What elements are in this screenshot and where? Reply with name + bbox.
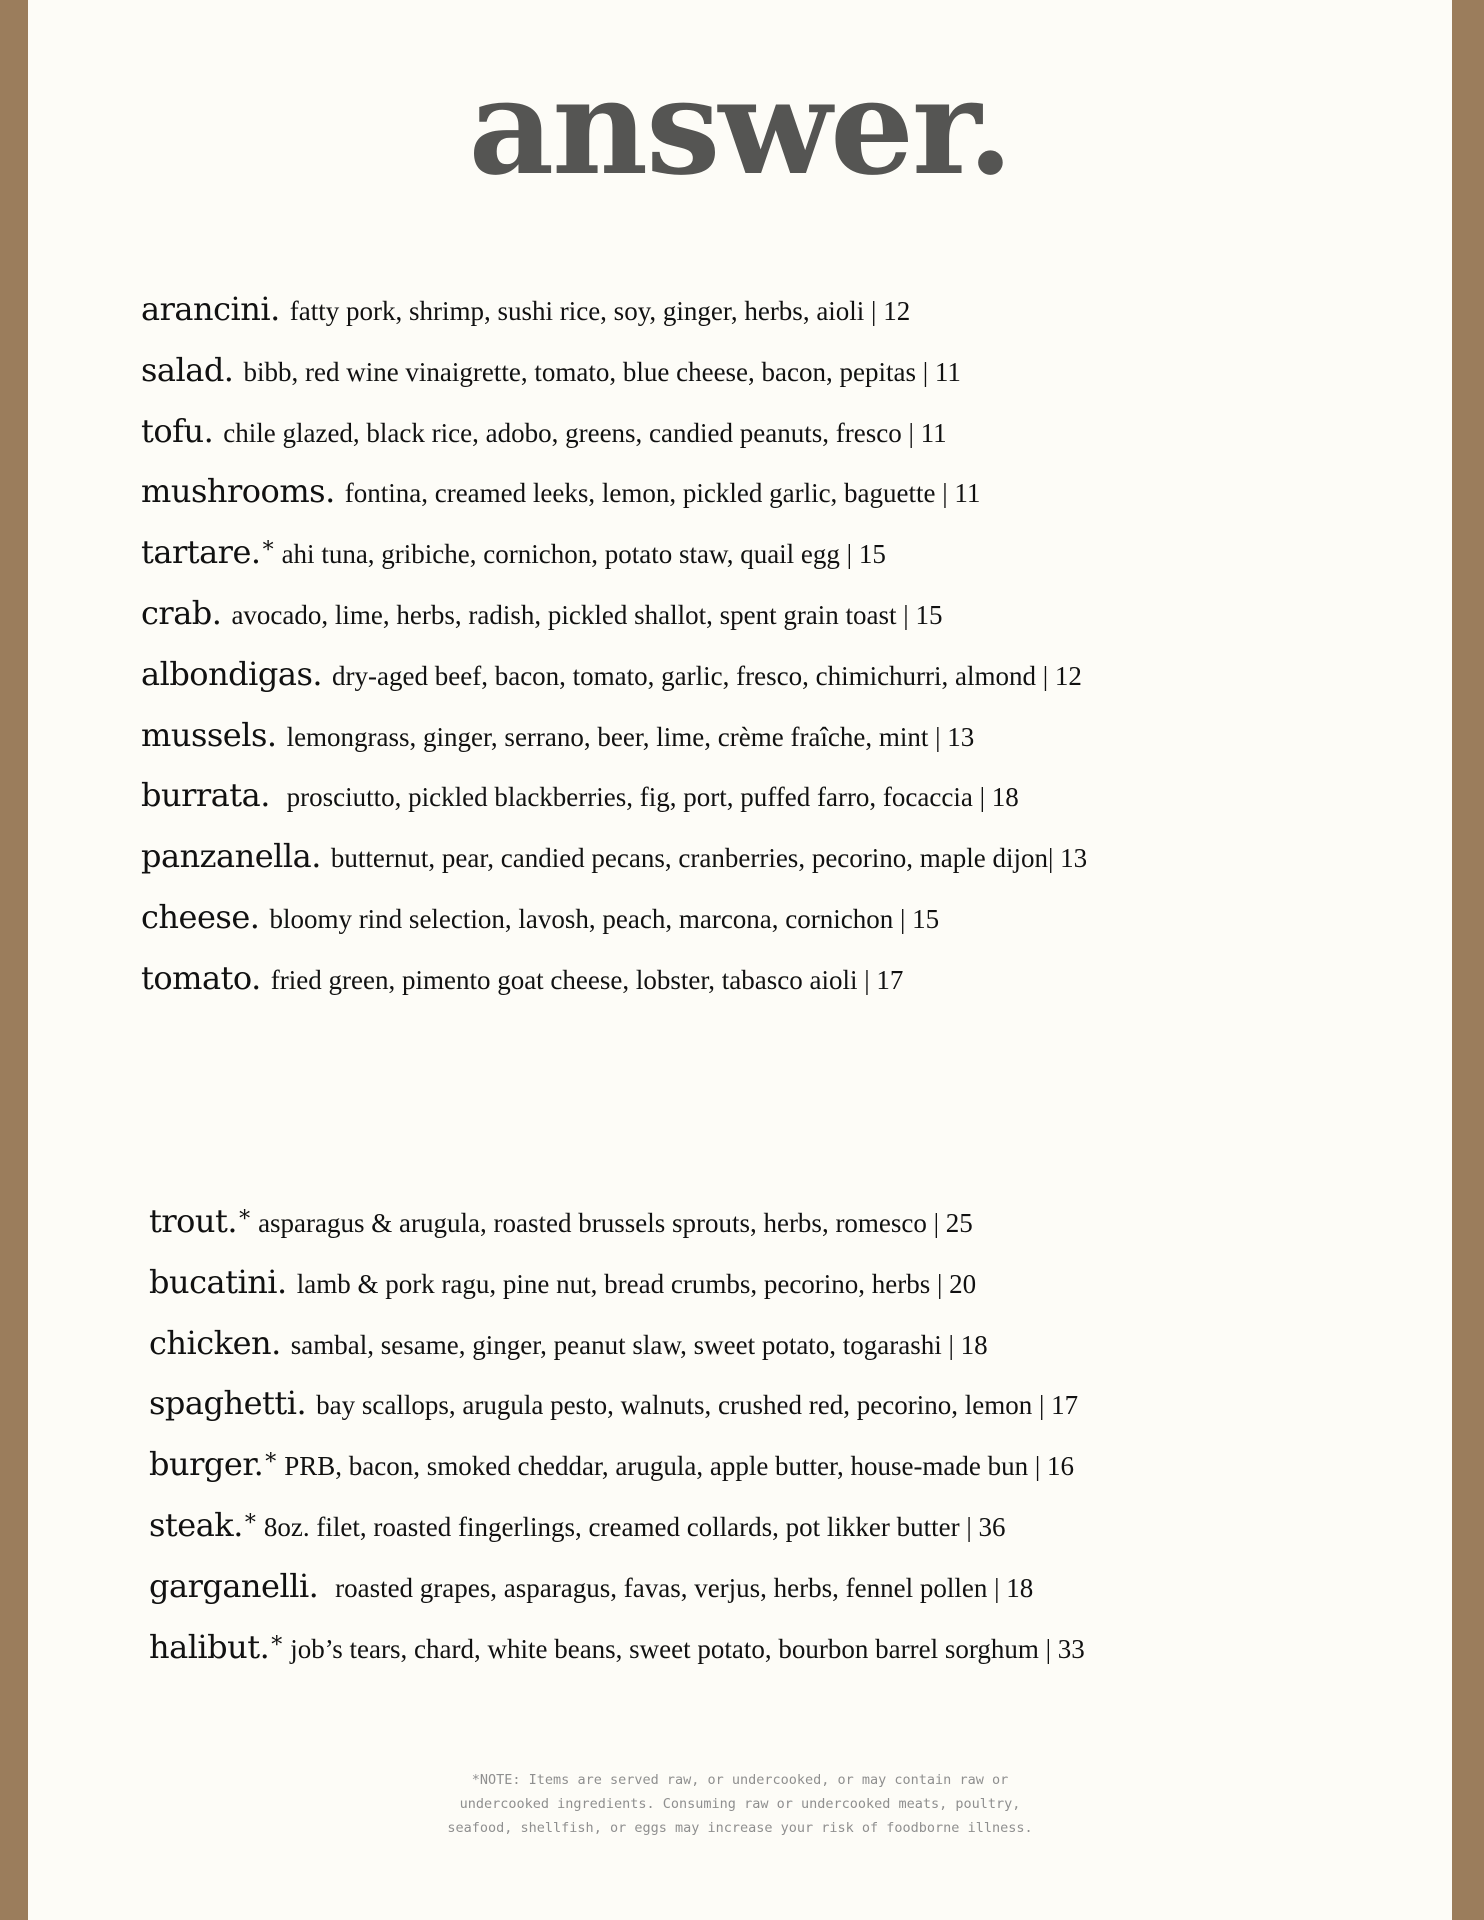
item-name: panzanella. [141, 837, 321, 876]
item-description: ahi tuna, gribiche, cornichon, potato staw, quail egg | 15 [281, 539, 886, 570]
item-name: halibut. [149, 1627, 270, 1666]
item-description: avocado, lime, herbs, radish, pickled shallot, spent grain toast | 15 [231, 599, 943, 630]
item-name: mussels. [141, 715, 277, 754]
item-name: mushrooms. [141, 472, 335, 511]
menu-item [141, 764, 1087, 825]
item-description: roasted grapes, asparagus, favas, verjus, herbs, fennel pollen | 18 [328, 1572, 1034, 1603]
item-description: lemongrass, ginger, serrano, beer, lime, crème fraîche, mint | 13 [286, 721, 975, 752]
item-description: butternut, pear, candied pecans, cranberries, pecorino, maple dijon| 13 [330, 843, 1088, 874]
menu-item [149, 1190, 1085, 1251]
menu-item [149, 1555, 1085, 1616]
item-name: bucatini. [149, 1262, 287, 1301]
item-description: bloomy rind selection, lavosh, peach, marcona, cornichon | 15 [269, 903, 940, 934]
raw-mark: * [265, 1450, 277, 1476]
item-name: trout. [149, 1202, 238, 1240]
item-description: fried green, pimento goat cheese, lobster, tabasco aioli | 17 [270, 964, 904, 995]
menu-section-small-plates [141, 278, 1087, 1008]
menu-section-large-plates [149, 1190, 1085, 1676]
menu-item [149, 1251, 1085, 1312]
item-description: fatty pork, shrimp, sushi rice, soy, ginger, herbs, aioli | 12 [289, 296, 911, 326]
raw-food-disclaimer [28, 1768, 1452, 1840]
menu-item [141, 947, 1087, 1008]
item-description: fontina, creamed leeks, lemon, pickled garlic, baguette | 11 [344, 478, 981, 509]
item-description: job’s tears, chard, white beans, sweet potato, bourbon barrel sorghum | 33 [290, 1633, 1085, 1664]
menu-item [141, 704, 1087, 765]
item-name: garganelli. [149, 1566, 319, 1605]
menu-item [149, 1616, 1085, 1677]
menu-page [28, 0, 1452, 1920]
menu-item [141, 521, 1087, 582]
raw-mark: * [239, 1207, 251, 1232]
disclaimer-line: *NOTE: Items are served raw, or undercooked, or may contain raw or [471, 1772, 1009, 1788]
item-name: burrata. [141, 776, 270, 815]
item-description: bibb, red wine vinaigrette, tomato, blue cheese, bacon, pepitas | 11 [243, 356, 961, 387]
menu-item [141, 643, 1087, 704]
raw-mark: * [271, 1632, 283, 1658]
restaurant-logo: answer. [468, 50, 1012, 205]
item-name: arancini. [141, 290, 280, 328]
disclaimer-line: seafood, shellfish, or eggs may increase your risk of foodborne illness. [447, 1820, 1033, 1836]
item-name: salad. [141, 350, 234, 389]
menu-item [141, 582, 1087, 643]
menu-item [141, 825, 1087, 886]
item-name: spaghetti. [149, 1384, 307, 1423]
item-name: tartare. [141, 533, 261, 572]
raw-mark: * [244, 1510, 256, 1536]
menu-item [149, 1433, 1085, 1494]
item-description: chile glazed, black rice, adobo, greens, candied peanuts, fresco | 11 [223, 417, 947, 448]
item-name: burger. [149, 1445, 264, 1484]
menu-item [149, 1312, 1085, 1373]
item-description: 8oz. filet, roasted fingerlings, creamed collards, pot likker butter | 36 [263, 1511, 1006, 1542]
item-description: lamb & pork ragu, pine nut, bread crumbs, pecorino, herbs | 20 [296, 1268, 977, 1299]
item-description: dry-aged beef, bacon, tomato, garlic, fresco, chimichurri, almond | 12 [332, 660, 1082, 691]
item-description: bay scallops, arugula pesto, walnuts, crushed red, pecorino, lemon | 17 [316, 1390, 1079, 1421]
menu-item [141, 400, 1087, 461]
disclaimer-line: undercooked ingredients. Consuming raw or undercooked meats, poultry, [459, 1796, 1021, 1812]
menu-item [141, 339, 1087, 400]
item-name: tomato. [141, 958, 261, 997]
menu-item [149, 1372, 1085, 1433]
item-name: albondigas. [141, 654, 323, 693]
item-name: steak. [149, 1505, 243, 1544]
item-name: cheese. [141, 897, 260, 936]
item-name: chicken. [149, 1323, 281, 1362]
menu-item [141, 460, 1087, 521]
item-name: tofu. [141, 411, 214, 450]
item-description: PRB, bacon, smoked cheddar, arugula, apple butter, house-made bun | 16 [284, 1451, 1075, 1482]
raw-mark: * [262, 538, 274, 564]
item-description: sambal, sesame, ginger, peanut slaw, sweet potato, togarashi | 18 [290, 1329, 988, 1360]
menu-item [141, 278, 1087, 339]
item-description: prosciutto, pickled blackberries, fig, port, puffed farro, focaccia | 18 [279, 782, 1019, 813]
menu-item [149, 1494, 1085, 1555]
item-description: asparagus & arugula, roasted brussels sprouts, herbs, romesco | 25 [258, 1208, 973, 1238]
menu-item [141, 886, 1087, 947]
item-name: crab. [141, 593, 222, 632]
